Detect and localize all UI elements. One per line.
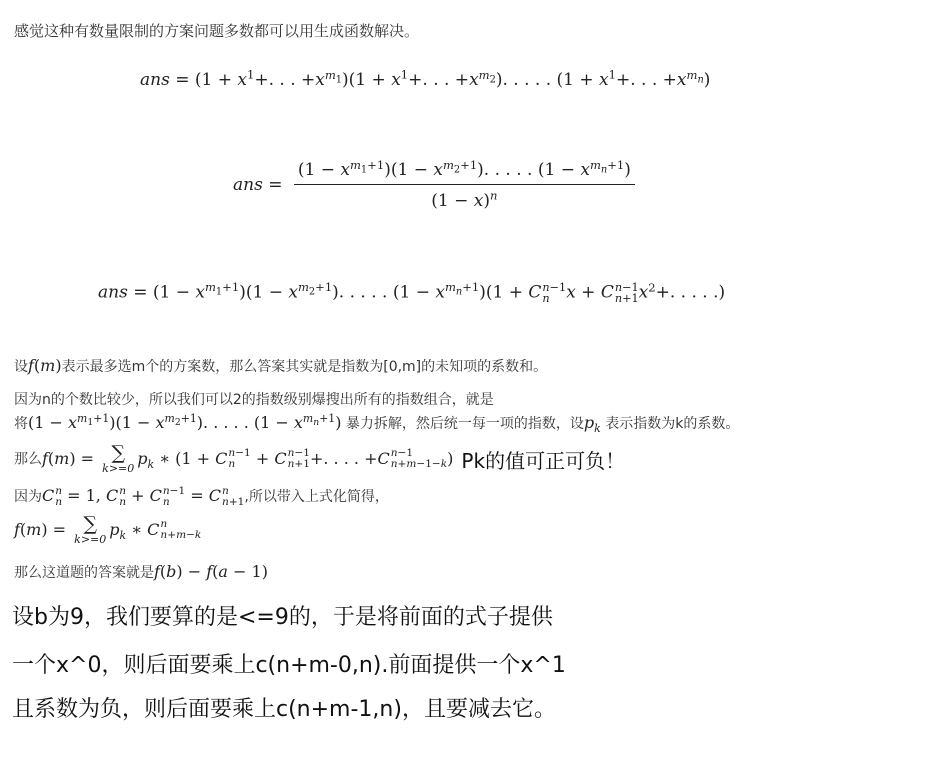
- text-line-2: 因为n的个数比较少，所以我们可以2的指数级别爆搜出所有的指数组合，就是: [14, 392, 494, 408]
- line3-suffix: 表示指数为k的系数。: [605, 416, 740, 432]
- line7-prefix: 那么这道题的答案就是: [14, 565, 154, 581]
- line1-text: 表示最多选m个的方案数，那么答案其实就是指数为[0,m]的未知项的系数和。: [61, 359, 548, 375]
- line5-prefix: 因为: [14, 489, 42, 506]
- simplified-expr: f(m) = ∑ k>=0 $p_k$ ∗ C n n+m−k: [14, 513, 202, 546]
- equation-fraction: ans = $\frac{(1 - x^{m_1+1})(1 - x^{m_2+1}). . . . . (1 - x^{m_n+1})}{(1 - x)^n}$: [233, 160, 635, 211]
- text-line-7: [14, 562, 268, 582]
- f-sum-expr: f(m) = ∑ k>=0 $p_k$ ∗ (1 + C n−1 n + C n−1 n+1 +. . . . +C n−1 n+m−1−k ): [42, 442, 454, 475]
- text-line-4: [14, 444, 625, 474]
- line3-text: 暴力拆解，然后统一每一项的指数，设: [345, 416, 584, 432]
- product-expr: $(1 - x^{m_1+1})(1 - x^{m_2+1})$. . . . . $(1 - x^{m_n+1})$: [28, 412, 342, 432]
- intro-text: 感觉这种有数量限制的方案问题多数都可以用生成函数解决。: [14, 22, 420, 40]
- note-line-3: 且系数为负，则后面要乘上c(n+m-1,n)，且要减去它。: [12, 697, 556, 722]
- line3-prefix: 将: [14, 416, 28, 432]
- equation-product: ans = ($1 + x^1+$. . . $+x^{m_1})(1 + x^1+$. . . $+x^{m_2}$). . . . . ($1 + x^1+$. . . $+x^{m_n}$): [140, 67, 711, 90]
- answer-expr: f(b) − f(a − 1): [154, 562, 268, 581]
- f-of-m: f(m): [28, 356, 62, 375]
- fraction: $\frac{(1 - x^{m_1+1})(1 - x^{m_2+1}). . . . . (1 - x^{m_n+1})}{(1 - x)^n}$: [294, 160, 635, 211]
- line5-text: ,所以带入上式化简得，: [244, 489, 389, 506]
- note-line-2: 一个x^0，则后面要乘上c(n+m-0,n).前面提供一个x^1: [12, 653, 566, 678]
- text-line-6: [14, 515, 201, 545]
- text-line-3: [14, 413, 739, 433]
- line4-prefix: 那么: [14, 451, 42, 468]
- text-line-5: [14, 486, 389, 507]
- line1-prefix: 设: [14, 359, 28, 375]
- handwritten-note: Pk的值可正可负！: [461, 449, 626, 473]
- equation-expanded: ans = $(1 - x^{m_1+1})(1 - x^{m_2+1})$. . . . . $(1 - x^{m_n+1})(1 + C$ n−1 n x + C n−1 n+1 $x^2+$. . . . .): [98, 280, 726, 306]
- text-line-1: [14, 356, 547, 376]
- note-line-1: 设b为9，我们要算的是<=9的，于是将前面的式子提供: [12, 605, 553, 630]
- p-k: $p_k$: [583, 413, 601, 435]
- identity-expr: C n n = 1, C n n + C n−1 n = C n n+1: [42, 485, 245, 508]
